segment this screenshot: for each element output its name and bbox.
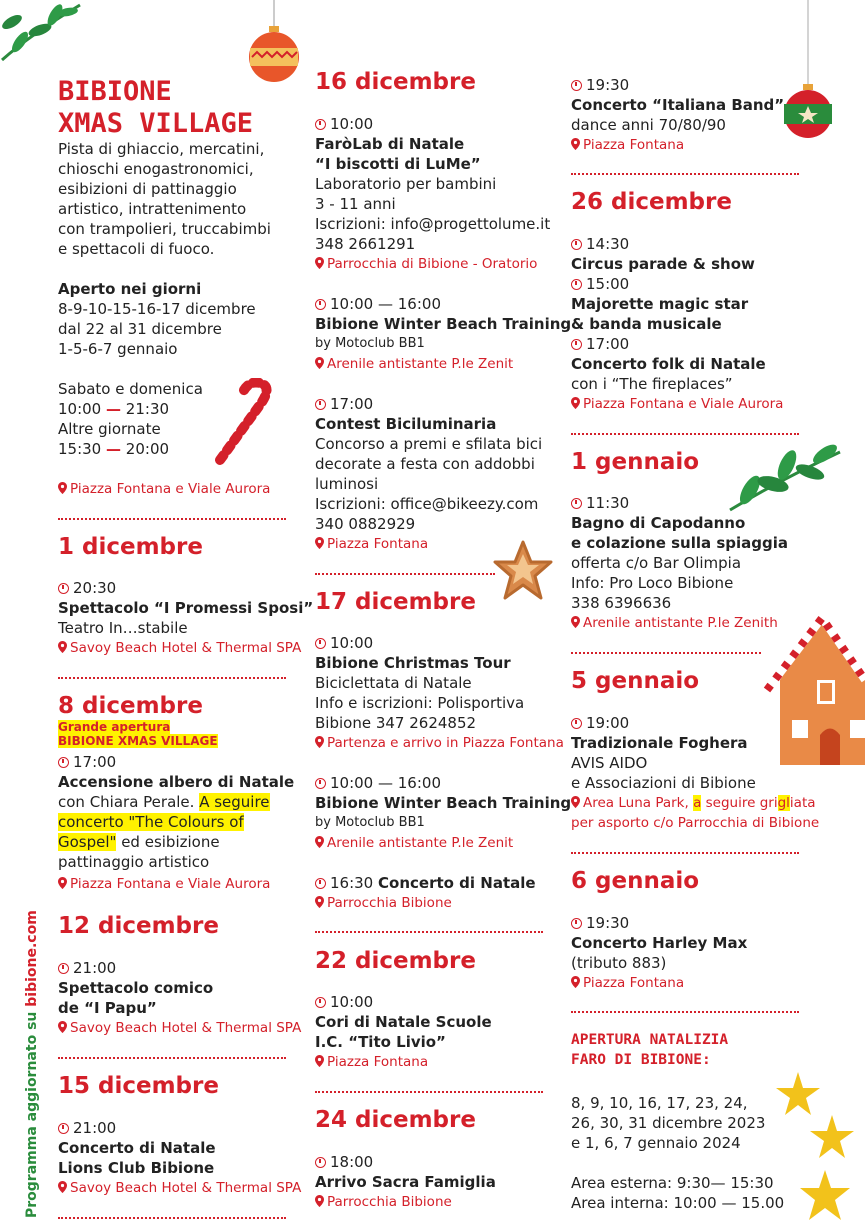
- date-heading: 12 dicembre: [58, 913, 219, 939]
- event: 10:00 FaròLab di Natale “I biscotti di LuMe” Laboratorio per bambini 3 - 11 anni Iscrizioni: info@progettolume.it 348 2661291 Parrocchia di Bibione - Oratorio: [315, 115, 551, 272]
- divider: [58, 677, 286, 679]
- divider: [58, 1057, 286, 1059]
- divider: [315, 931, 543, 933]
- location-pin-icon: [571, 397, 580, 409]
- date-heading: 24 dicembre: [315, 1107, 476, 1133]
- event-location: Piazza Fontana e Viale Aurora: [571, 394, 783, 414]
- lighthouse-opening-dates: 8, 9, 10, 16, 17, 23, 24, 26, 30, 31 dicembre 2023 e 1, 6, 7 gennaio 2024: [571, 1094, 766, 1152]
- event-location: Arenile antistante P.le Zenit: [315, 354, 571, 374]
- candy-cane-icon: [210, 378, 290, 468]
- location-pin-icon: [315, 537, 324, 549]
- opening-days: Aperto nei giorni 8-9-10-15-16-17 dicembre dal 22 al 31 dicembre 1-5-6-7 gennaio: [58, 280, 256, 358]
- clock-icon: [315, 119, 326, 130]
- clock-icon: [315, 1157, 326, 1168]
- event: 20:30 Spettacolo “I Promessi Sposi” Teatro In…stabile Savoy Beach Hotel & Thermal SPA: [58, 579, 314, 656]
- clock-icon: [571, 339, 582, 350]
- location-pin-icon: [58, 877, 67, 889]
- location-pin-icon: [571, 616, 580, 628]
- clock-icon: [571, 279, 582, 290]
- location-intro: Piazza Fontana e Viale Aurora: [58, 479, 270, 499]
- event-location: Area Luna Park, a seguire grigliata: [571, 793, 819, 813]
- divider: [571, 173, 799, 175]
- lighthouse-opening-title: APERTURA NATALIZIA FARO DI BIBIONE:: [571, 1032, 729, 1068]
- event: 10:00 Bibione Christmas Tour Biciclettata di Natale Info e iscrizioni: Polisportiva Bibione 347 2624852 Partenza e arrivo in Piazza Fontana: [315, 634, 564, 751]
- date-heading: 6 gennaio: [571, 868, 700, 894]
- event-location: Savoy Beach Hotel & Thermal SPA: [58, 1178, 301, 1198]
- clock-icon: [571, 239, 582, 250]
- divider: [315, 573, 495, 575]
- divider: [58, 518, 286, 520]
- intro-description: Pista di ghiaccio, mercatini, chioschi enogastronomici, esibizioni di pattinaggio artistico, intrattenimento con trampolieri, truccabimbi e spettacoli di fuoco.: [58, 140, 271, 258]
- location-pin-icon: [315, 1055, 324, 1067]
- divider: [571, 433, 799, 435]
- opening-hours: Sabato e domenica 10:00 — 21:30 Altre giornate 15:30 — 20:00: [58, 380, 203, 458]
- date-heading: 26 dicembre: [571, 189, 732, 215]
- location-pin-icon: [58, 1181, 67, 1193]
- clock-icon: [58, 963, 69, 974]
- clock-icon: [571, 918, 582, 929]
- event: 19:30 Concerto “Italiana Band” dance anni 70/80/90 Piazza Fontana: [571, 76, 785, 153]
- event-location: Piazza Fontana: [315, 1052, 492, 1072]
- location-pin-icon: [315, 836, 324, 848]
- page-title: BIBIONE XMAS VILLAGE: [58, 76, 254, 139]
- clock-icon: [315, 778, 326, 789]
- location-pin-icon: [571, 138, 580, 150]
- event-location: Piazza Fontana e Viale Aurora: [58, 874, 294, 894]
- date-heading: 22 dicembre: [315, 948, 476, 974]
- event: 19:00 Tradizionale Foghera AVIS AIDO e Associazioni di Bibione Area Luna Park, a seguire grigliata per asporto c/o Parrocchia di Bibione: [571, 714, 820, 831]
- clock-icon: [315, 299, 326, 310]
- location-pin-icon: [315, 357, 324, 369]
- date-heading: 17 dicembre: [315, 589, 476, 615]
- location-pin-icon: [315, 896, 324, 908]
- event-location: Parrocchia Bibione: [315, 893, 536, 913]
- location-pin-icon: [58, 1021, 67, 1033]
- clock-icon: [58, 1123, 69, 1134]
- event: 10:00 Cori di Natale Scuole I.C. “Tito Livio” Piazza Fontana: [315, 993, 492, 1070]
- event: 21:00 Concerto di Natale Lions Club Bibione Savoy Beach Hotel & Thermal SPA: [58, 1119, 302, 1196]
- event-location: Savoy Beach Hotel & Thermal SPA: [58, 638, 313, 658]
- event-location: Piazza Fontana: [571, 135, 784, 155]
- holly-branch-top-left-icon: [0, 0, 85, 65]
- event-location: Parrocchia di Bibione - Oratorio: [315, 254, 550, 274]
- location-pin-icon: [571, 976, 580, 988]
- clock-icon: [315, 997, 326, 1008]
- clock-icon: [571, 80, 582, 91]
- event-location: Piazza Fontana: [315, 534, 542, 554]
- event: 18:00 Arrivo Sacra Famiglia Parrocchia Bibione: [315, 1153, 496, 1210]
- divider: [571, 852, 799, 854]
- clock-icon: [315, 638, 326, 649]
- clock-icon: [315, 878, 326, 889]
- location-pin-icon: [58, 482, 67, 494]
- location-pin-icon: [315, 257, 324, 269]
- date-heading: 8 dicembre: [58, 693, 203, 719]
- event: 10:00 — 16:00 Bibione Winter Beach Training by Motoclub BB1 Arenile antistante P.le Zenit: [315, 295, 572, 372]
- date-heading: 1 gennaio: [571, 449, 700, 475]
- divider: [571, 1011, 799, 1013]
- event-location: Piazza Fontana: [571, 973, 747, 993]
- location-pin-icon: [58, 641, 67, 653]
- event-location: Arenile antistante P.le Zenit: [315, 833, 571, 853]
- side-website-text: Programma aggiornato su bibione.com: [24, 910, 40, 1218]
- clock-icon: [58, 757, 69, 768]
- clock-icon: [315, 399, 326, 410]
- divider: [315, 1091, 543, 1093]
- location-pin-icon: [315, 1195, 324, 1207]
- clock-icon: [571, 498, 582, 509]
- event-location: Arenile antistante P.le Zenith: [571, 613, 788, 633]
- lighthouse-opening-hours: Area esterna: 9:30— 15:30 Area interna: 10:00 — 15.00: [571, 1174, 785, 1212]
- date-heading: 5 gennaio: [571, 668, 700, 694]
- date-heading: 16 dicembre: [315, 69, 476, 95]
- event: 16:30 Concerto di Natale Parrocchia Bibione: [315, 873, 536, 913]
- event: 17:00 Accensione albero di Natale con Chiara Perale. A seguire concerto "The Colours of Gospel" ed esibizione pattinaggio artistico Piazza Fontana e Viale Aurora: [58, 753, 295, 892]
- location-pin-icon: [571, 796, 580, 808]
- event-location: Parrocchia Bibione: [315, 1192, 496, 1212]
- event: 10:00 — 16:00 Bibione Winter Beach Training by Motoclub BB1 Arenile antistante P.le Zenit: [315, 774, 572, 851]
- location-pin-icon: [315, 736, 324, 748]
- gold-stars-icon: [770, 1060, 865, 1227]
- event: 11:30 Bagno di Capodanno e colazione sulla spiaggia offerta c/o Bar Olimpia Info: Pro Loco Bibione 338 6396636 Arenile antistante P.le Zenith: [571, 494, 789, 631]
- event: 14:30 Circus parade & show 15:00 Majorette magic star & banda musicale 17:00 Concerto folk di Natale con i “The fireplaces” Piazza Fontana e Viale Aurora: [571, 235, 784, 412]
- event: 19:30 Concerto Harley Max (tributo 883) Piazza Fontana: [571, 914, 748, 991]
- date-heading: 15 dicembre: [58, 1073, 219, 1099]
- event-location: Partenza e arrivo in Piazza Fontana: [315, 733, 564, 753]
- event-location-line2: per asporto c/o Parrocchia di Bibione: [571, 815, 820, 831]
- ornament-bauble-orange-icon: [248, 0, 300, 85]
- event-location: Savoy Beach Hotel & Thermal SPA: [58, 1018, 301, 1038]
- opening-badge: Grande apertura BIBIONE XMAS VILLAGE: [58, 720, 218, 748]
- clock-icon: [58, 583, 69, 594]
- event: 21:00 Spettacolo comico de “I Papu” Savoy Beach Hotel & Thermal SPA: [58, 959, 302, 1036]
- divider: [58, 1217, 286, 1219]
- clock-icon: [571, 718, 582, 729]
- divider: [571, 652, 761, 654]
- event: 17:00 Contest Biciluminaria Concorso a premi e sfilata bici decorate a festa con addobbi luminosi Iscrizioni: office@bikeezy.com 340 0882929 Piazza Fontana: [315, 395, 543, 552]
- date-heading: 1 dicembre: [58, 534, 203, 560]
- ornament-bauble-green-icon: [780, 0, 836, 140]
